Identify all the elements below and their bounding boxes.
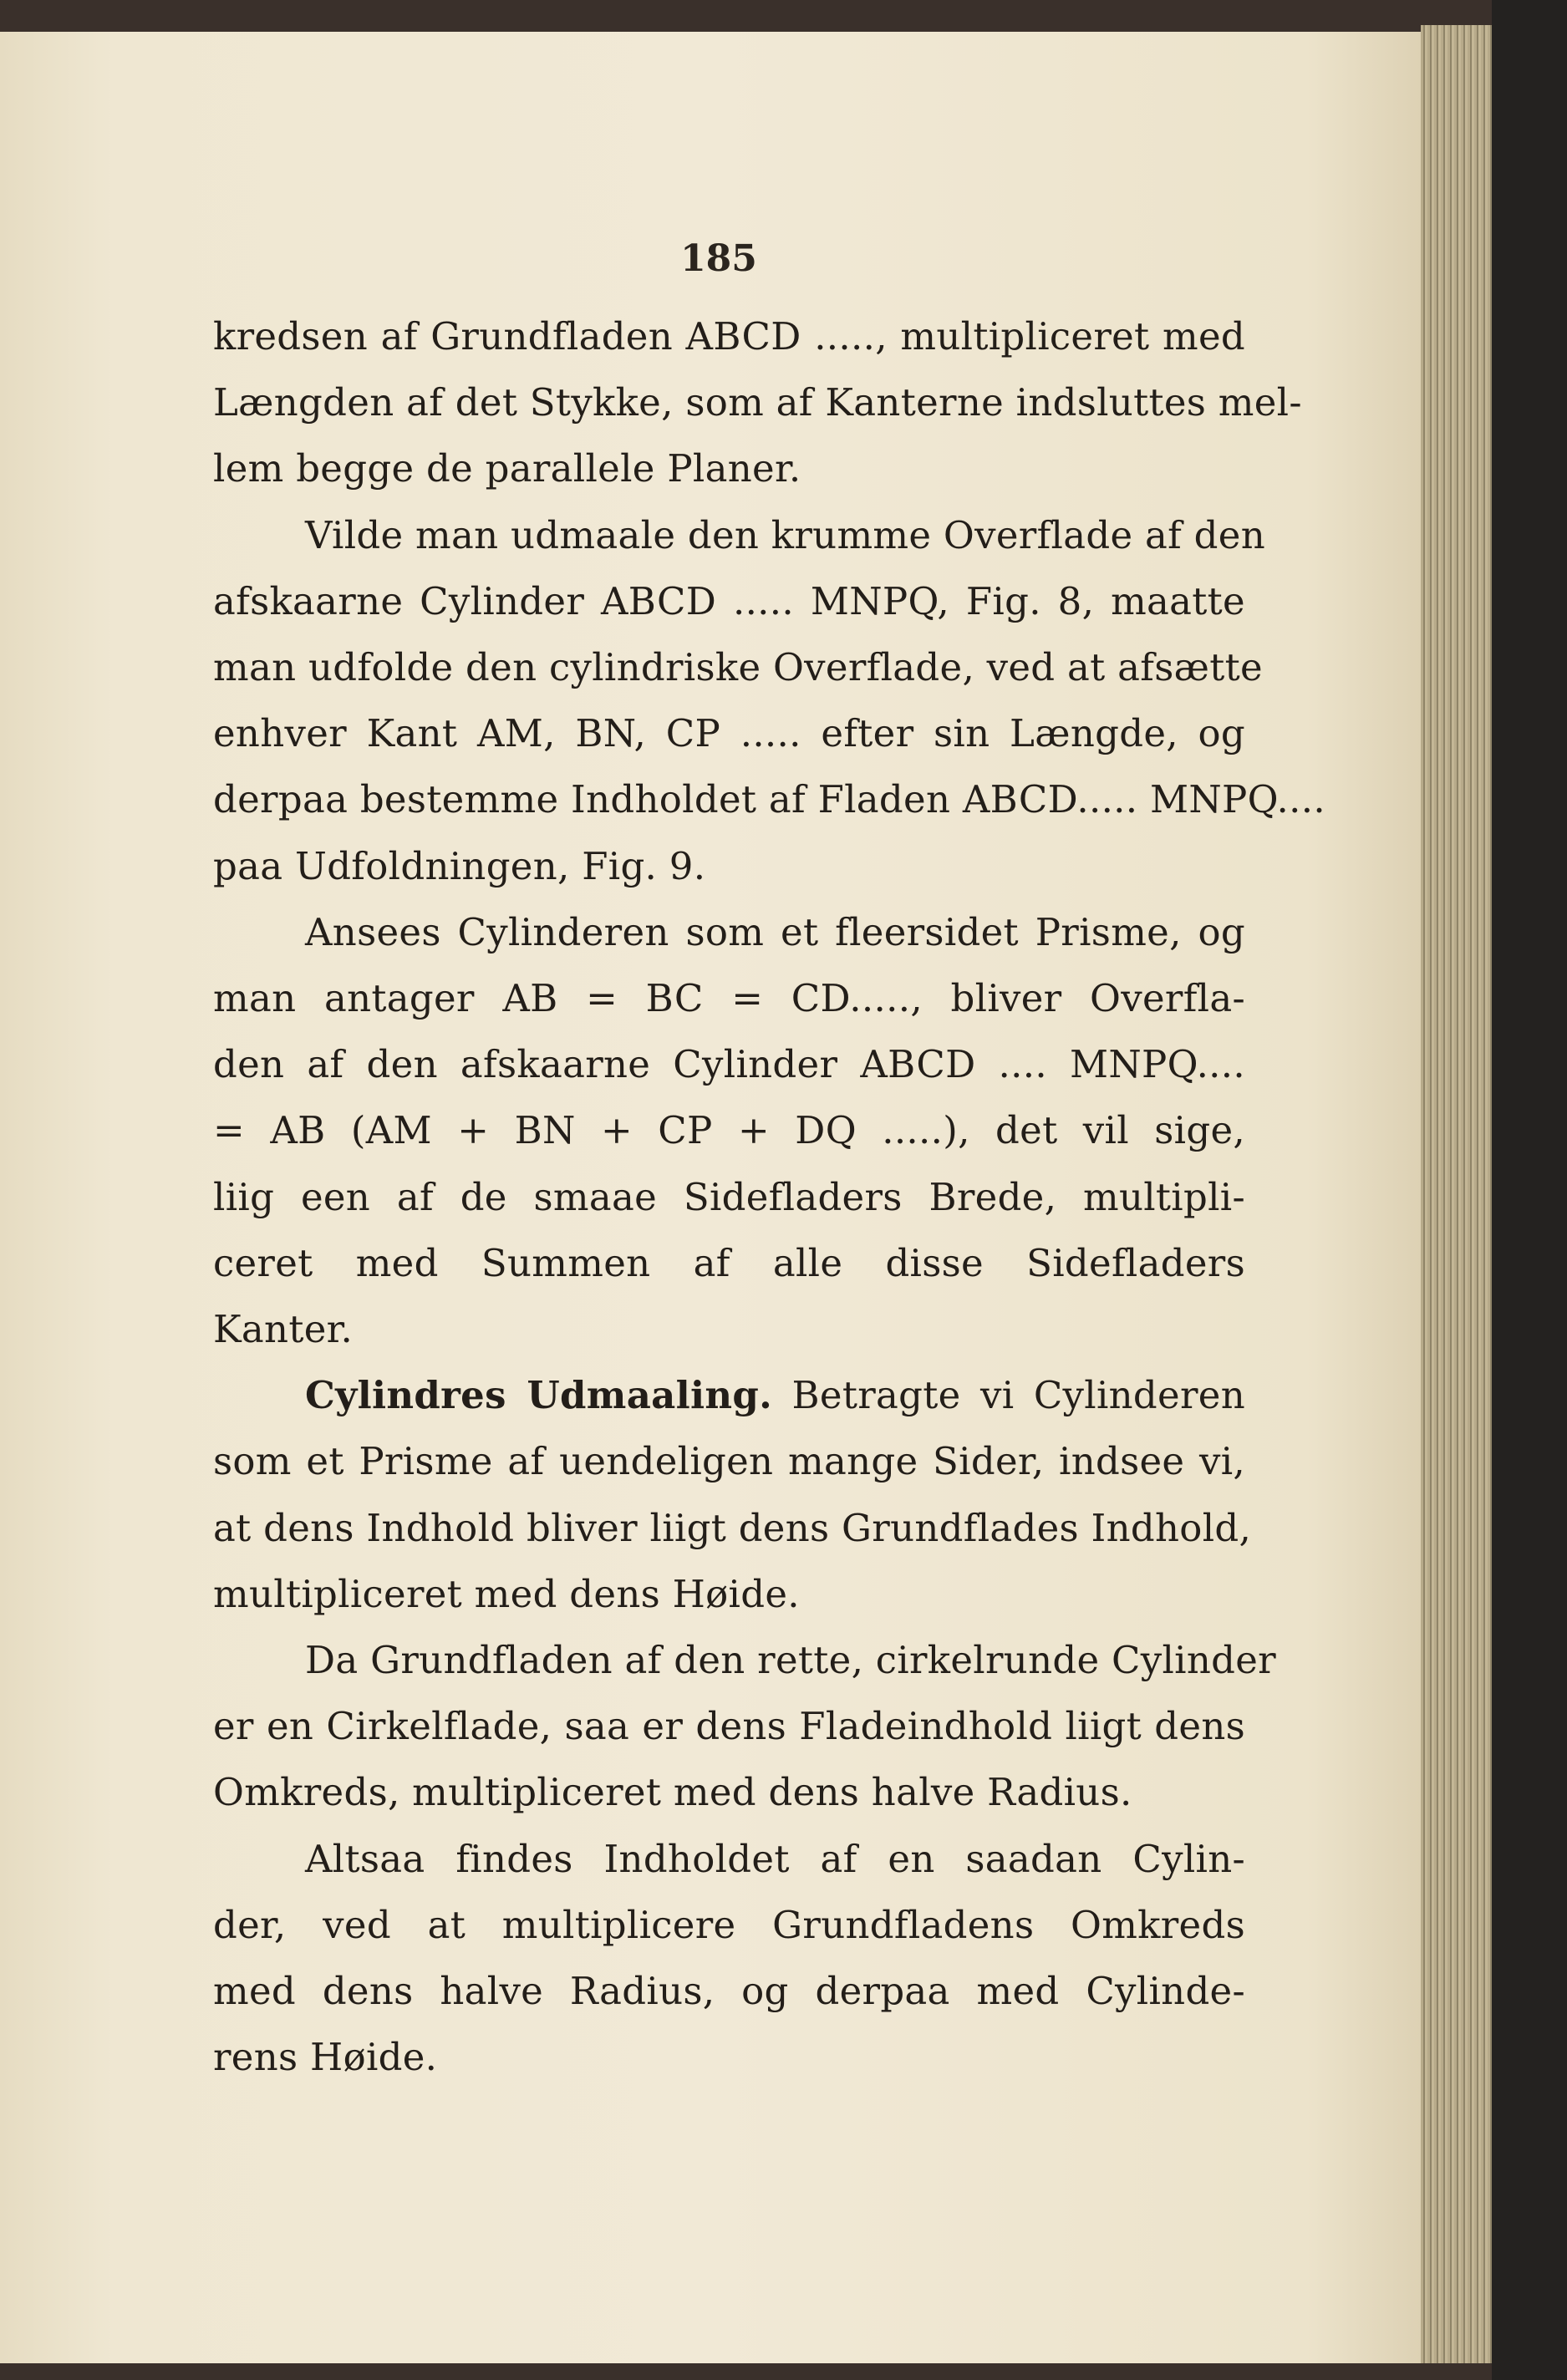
text-line: [213, 512, 1266, 563]
line-text: man antager AB = BC = CD....., bliver Overfla-: [213, 976, 1245, 1020]
text-line: [213, 1572, 1245, 1622]
text-line: [213, 711, 1245, 761]
line-text: liig een af de smaae Sidefladers Brede, multipli-: [213, 1174, 1245, 1219]
line-text: Altsaa findes Indholdet af en saadan Cylin-: [305, 1836, 1245, 1881]
line-text: der, ved at multiplicere Grundfladens Omkreds: [213, 1902, 1245, 1947]
text-line: [213, 1108, 1245, 1158]
line-text: Da Grundfladen af den rette, cirkelrunde Cylinder: [305, 1638, 1276, 1682]
text-line: [213, 1175, 1245, 1225]
line-text: som et Prisme af uendeligen mange Sider, indsee vi,: [213, 1439, 1245, 1484]
text-line: [213, 777, 1325, 827]
text-line: [213, 844, 1245, 894]
line-text: enhver Kant AM, BN, CP ..... efter sin Længde, og: [213, 711, 1245, 756]
line-text: er en Cirkelflade, saa er dens Fladeindhold liigt dens: [213, 1704, 1245, 1749]
text-line: [213, 314, 1245, 364]
line-text: Længden af det Stykke, som af Kanterne indsluttes mel-: [213, 380, 1302, 425]
text-line: [213, 1307, 1245, 1357]
line-text: den af den afskaarne Cylinder ABCD .... MNPQ....: [213, 1042, 1245, 1087]
scan-top-border: [0, 0, 1492, 32]
text-line: [213, 380, 1302, 430]
text-line: [213, 1042, 1245, 1092]
text-line: [213, 579, 1245, 629]
text-line: [213, 1373, 1245, 1423]
line-text: derpaa bestemme Indholdet af Fladen ABCD..... MNPQ....: [213, 777, 1325, 822]
text-line: [213, 1969, 1245, 2019]
text-line: [213, 910, 1245, 960]
line-text: lem begge de parallele Planer.: [213, 446, 801, 491]
text-line: [213, 1439, 1245, 1489]
line-text: Vilde man udmaale den krumme Overflade af den: [305, 512, 1266, 557]
line-text: Omkreds, multipliceret med dens halve Radius.: [213, 1770, 1132, 1815]
line-text: rens Høide.: [213, 2035, 438, 2080]
text-line: [213, 1770, 1245, 1820]
book-page: [0, 32, 1421, 2363]
line-text: med dens halve Radius, og derpaa med Cylinde-: [213, 1969, 1245, 2013]
text-line: [213, 1241, 1245, 1291]
line-text: Kanter.: [213, 1307, 354, 1351]
line-text: kredsen af Grundfladen ABCD ....., multipliceret med: [213, 314, 1245, 359]
line-text: at dens Indhold bliver liigt dens Grundflades Indhold,: [213, 1505, 1252, 1550]
line-text: Ansees Cylinderen som et fleersidet Prisme, og: [305, 909, 1245, 954]
text-line: [213, 1837, 1245, 1887]
page-edges: [1421, 25, 1492, 2365]
line-text: multipliceret med dens Høide.: [213, 1571, 800, 1616]
text-line: [213, 1704, 1245, 1754]
section-heading: Cylindres Udmaaling.: [305, 1373, 773, 1418]
line-text: man udfolde den cylindriske Overflade, ved at afsætte: [213, 645, 1263, 689]
line-text: afskaarne Cylinder ABCD ..... MNPQ, Fig. 8, maatte: [213, 578, 1245, 623]
line-text: paa Udfoldningen, Fig. 9.: [213, 843, 706, 888]
page-number: 185: [680, 237, 757, 280]
line-text: ceret med Summen af alle disse Sidefladers: [213, 1240, 1245, 1285]
scan-bottom-border: [0, 2363, 1492, 2380]
text-line: [213, 1903, 1245, 1953]
text-line: [213, 1638, 1276, 1688]
text-line: [213, 2035, 1245, 2085]
text-line: [213, 645, 1263, 695]
text-line: [213, 976, 1245, 1026]
line-text: = AB (AM + BN + CP + DQ .....), det vil sige,: [213, 1108, 1245, 1153]
book-cover: [1492, 0, 1567, 2380]
text-line: [213, 1505, 1252, 1556]
line-text: Betragte vi Cylinderen: [772, 1373, 1245, 1418]
text-line: [213, 446, 1245, 496]
